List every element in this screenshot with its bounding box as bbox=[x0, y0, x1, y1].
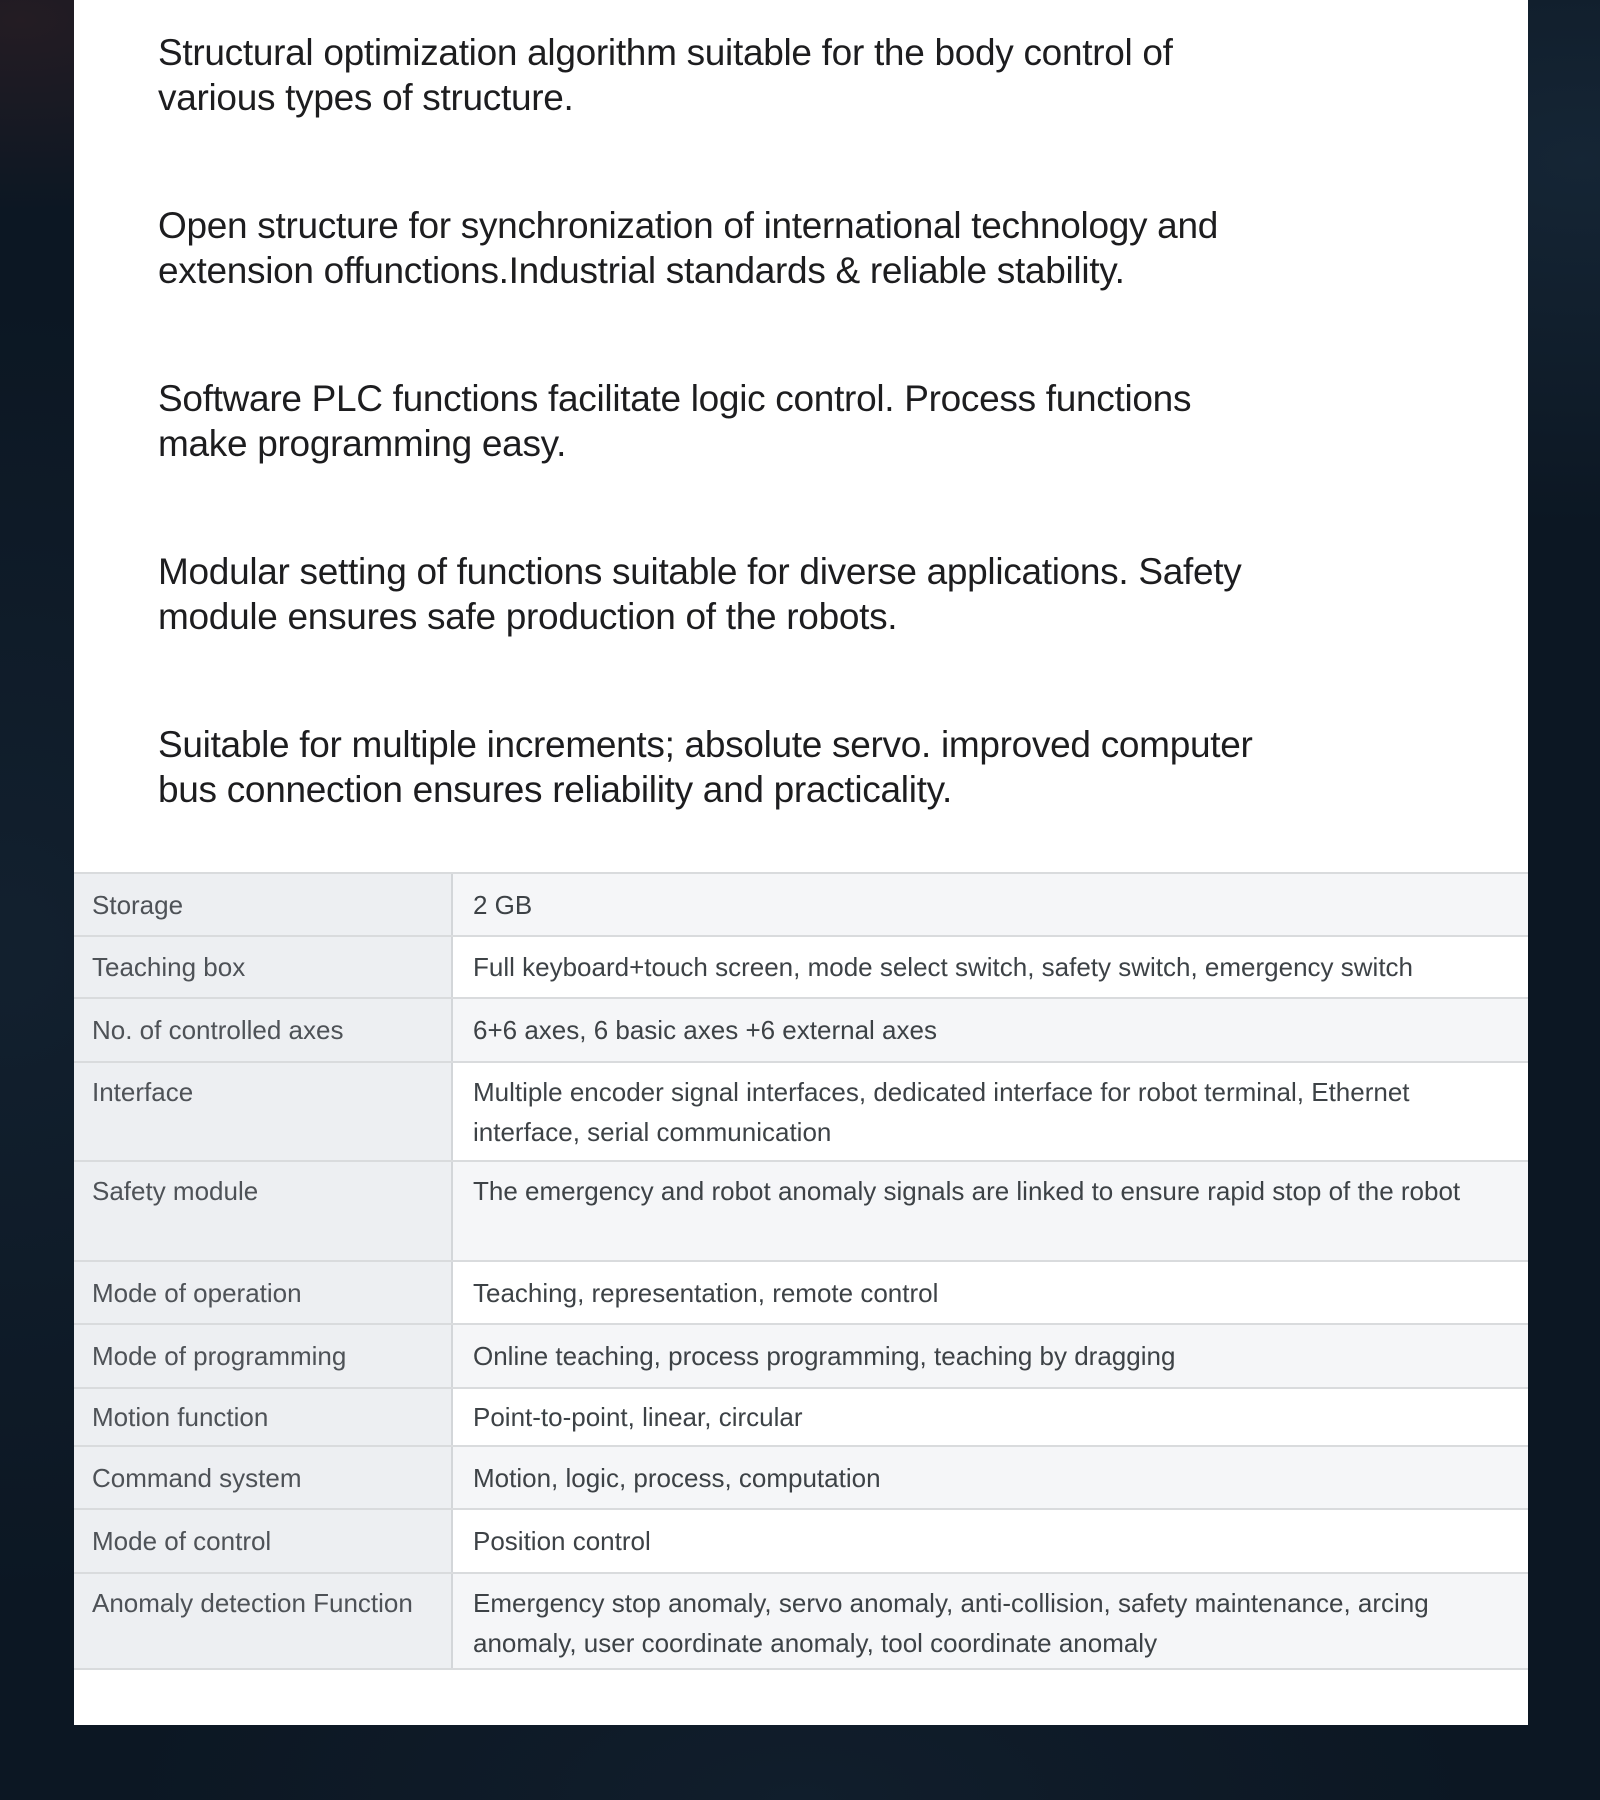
table-row bbox=[74, 1445, 1528, 1508]
spec-label: Command system bbox=[74, 1447, 453, 1508]
spec-value: Point-to-point, linear, circular bbox=[453, 1389, 1528, 1445]
spec-value: 6+6 axes, 6 basic axes +6 external axes bbox=[453, 999, 1528, 1061]
spec-label: Storage bbox=[74, 874, 453, 935]
table-row bbox=[74, 997, 1528, 1061]
feature-line: Suitable for multiple increments; absolute servo. improved computer bbox=[158, 724, 1253, 765]
spec-value: Multiple encoder signal interfaces, dedicated interface for robot terminal, Ethernet interface, serial communication bbox=[453, 1063, 1528, 1160]
spec-value: Motion, logic, process, computation bbox=[453, 1447, 1528, 1508]
feature-paragraph bbox=[158, 549, 1468, 639]
table-row bbox=[74, 872, 1528, 935]
spec-value: Full keyboard+touch screen, mode select switch, safety switch, emergency switch bbox=[453, 937, 1528, 997]
feature-list bbox=[158, 30, 1468, 895]
spec-value: Position control bbox=[453, 1510, 1528, 1572]
feature-line: extension offunctions.Industrial standards & reliable stability. bbox=[158, 250, 1125, 291]
table-row bbox=[74, 1323, 1528, 1387]
table-row bbox=[74, 1508, 1528, 1572]
feature-line: make programming easy. bbox=[158, 423, 567, 464]
spec-label: Mode of control bbox=[74, 1510, 453, 1572]
spec-label: Mode of programming bbox=[74, 1325, 453, 1387]
spec-label: Safety module bbox=[74, 1162, 453, 1260]
spec-label: Teaching box bbox=[74, 937, 453, 997]
spec-label: Mode of operation bbox=[74, 1262, 453, 1323]
table-row bbox=[74, 1160, 1528, 1260]
feature-line: various types of structure. bbox=[158, 77, 574, 118]
feature-paragraph bbox=[158, 722, 1468, 812]
spec-value: Teaching, representation, remote control bbox=[453, 1262, 1528, 1323]
feature-line: bus connection ensures reliability and practicality. bbox=[158, 769, 953, 810]
feature-line: Software PLC functions facilitate logic control. Process functions bbox=[158, 378, 1192, 419]
feature-line: Open structure for synchronization of international technology and bbox=[158, 205, 1219, 246]
feature-line: Modular setting of functions suitable for diverse applications. Safety bbox=[158, 551, 1242, 592]
table-row bbox=[74, 1061, 1528, 1160]
spec-value: The emergency and robot anomaly signals are linked to ensure rapid stop of the robot bbox=[453, 1162, 1528, 1260]
feature-paragraph bbox=[158, 203, 1468, 293]
feature-line: Structural optimization algorithm suitable for the body control of bbox=[158, 32, 1173, 73]
spec-label: Anomaly detection Function bbox=[74, 1574, 453, 1668]
feature-line: module ensures safe production of the robots. bbox=[158, 596, 898, 637]
spec-value: Online teaching, process programming, teaching by dragging bbox=[453, 1325, 1528, 1387]
table-row bbox=[74, 935, 1528, 997]
feature-paragraph bbox=[158, 376, 1468, 466]
table-row bbox=[74, 1260, 1528, 1323]
spec-label: Motion function bbox=[74, 1389, 453, 1445]
table-row bbox=[74, 1387, 1528, 1445]
spec-label: No. of controlled axes bbox=[74, 999, 453, 1061]
table-row bbox=[74, 1572, 1528, 1668]
spec-value: Emergency stop anomaly, servo anomaly, anti-collision, safety maintenance, arcing anomaly, user coordinate anomaly, tool coordinate anomaly bbox=[453, 1574, 1528, 1668]
spec-label: Interface bbox=[74, 1063, 453, 1160]
spec-value: 2 GB bbox=[453, 874, 1528, 935]
feature-paragraph bbox=[158, 30, 1468, 120]
spec-table bbox=[74, 872, 1528, 1670]
content-panel bbox=[74, 0, 1528, 1725]
